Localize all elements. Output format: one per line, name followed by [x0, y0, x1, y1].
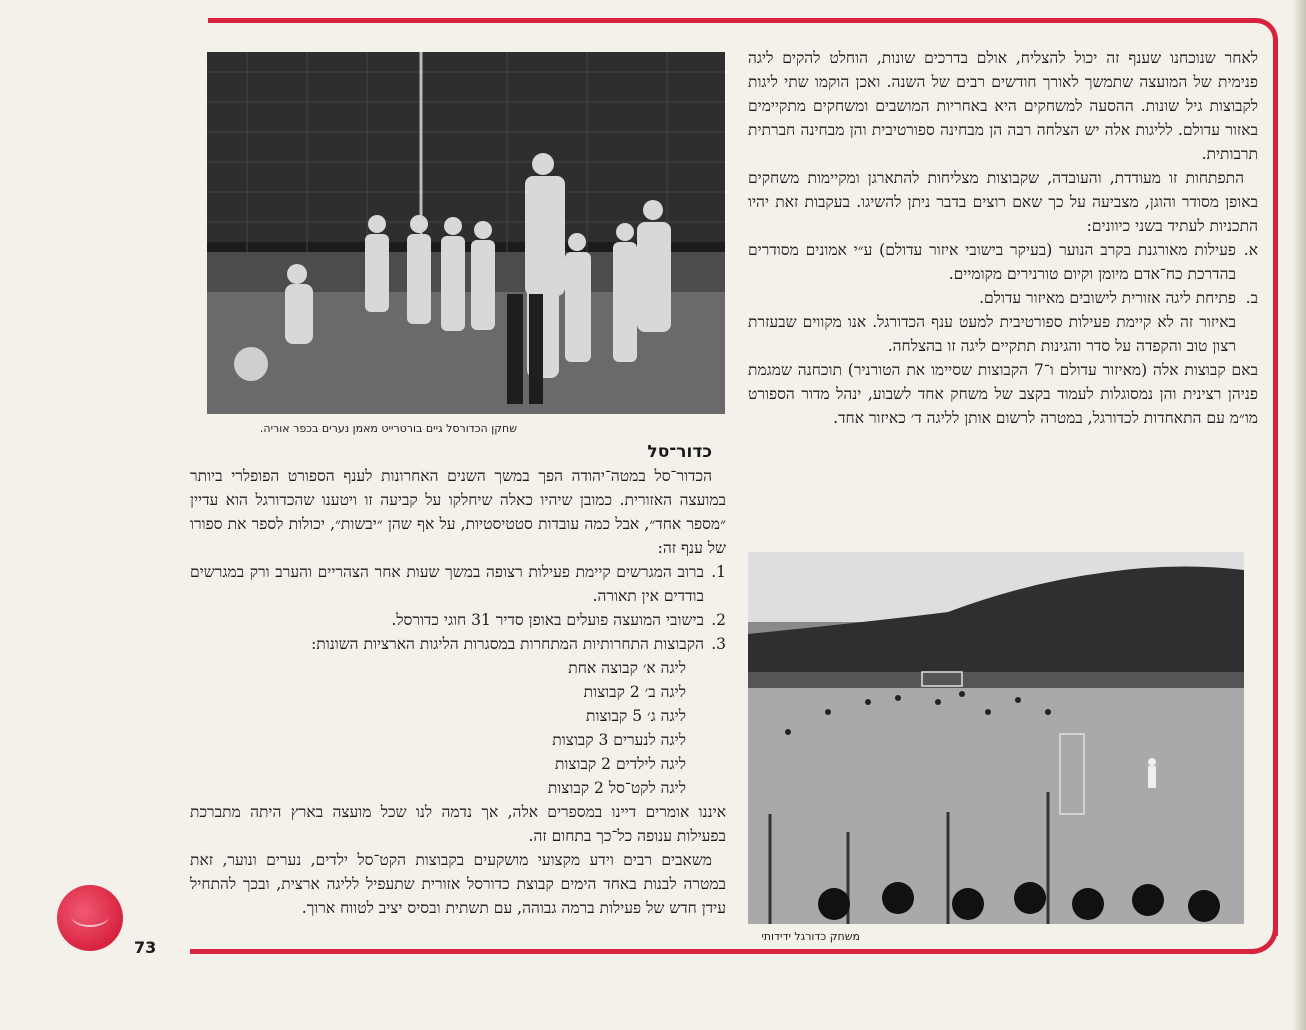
logo-swirl-icon: [71, 905, 109, 927]
league-item: ליגה ג׳ 5 קבוצות: [586, 707, 686, 725]
left-list-item-1: [190, 560, 726, 608]
list-marker: ב.: [1245, 289, 1258, 307]
league-item: ליגה ב׳ 2 קבוצות: [583, 683, 686, 701]
right-list-continuation: [748, 310, 1258, 358]
page-spine: [1292, 0, 1306, 1030]
frame-top-border: [208, 18, 1278, 40]
right-paragraph-2: התפתחות זו מעודדת, והעובדה, שקבוצות מצליחות להתארגן ומקיימות משחקים באופן מסודר והוגן, מצביעה על כך שאם רוצים בדבר ניתן להשיגו. בעקבות זאת יהיו התכניות לעתיד בשני כיוונים:: [748, 169, 1258, 235]
left-intro-paragraph: הכדור־סל במטה־יהודה הפך במשך השנים האחרונות לענף הספורט הפופלרי ביותר במועצה האזורית. כמובן שיהיו כאלה שיחלקו על קביעה זו ויטענו שהכדורגל הוא עדיין ״מספר אחד״, אבל כמה עובדות סטטיסטיות, על אף שהן ״יבשות״, יכולות לספר את ספורו של ענף זה:: [190, 467, 726, 557]
list-text: ברוב המגרשים קיימת פעילות רצופה במשך שעות אחר הצהריים והערב ורק במגרשים בודדים אין תאורה.: [190, 563, 704, 605]
football-photo-image: [748, 552, 1244, 924]
frame-bottom-border: [190, 920, 1278, 954]
list-text: פעילות מאורגנת בקרב הנוער (בעיקר בישובי איזור עדולם) ע״י אמונים מסודרים בהדרכת כח־אדם מיומן וקיום טורנירים מקומיים.: [748, 241, 1236, 283]
frame-right-border: [1273, 40, 1278, 936]
right-paragraph-1: לאחר שנוכחנו שענף זה יכול להצליח, אולם בדרכים שונות, הוחלט להקים ליגה פנימית של המועצה שתמשך לאורך חודשים רבים של השנה. ואכן הוקמו שתי ליגות לקבוצות גיל שונות. ההסעה למשחקים היא באחריות המושבים ומשחקים מתקיימים באזור עדולם. לליגות אלה יש הצלחה רבה הן מבחינה ספורטיבית והן מבחינה חברתית תרבותית.: [748, 49, 1258, 163]
right-list-item-a: [748, 238, 1258, 286]
football-photo: [748, 552, 1244, 924]
list-marker: 3.: [711, 635, 726, 653]
left-list-item-2: [190, 608, 726, 632]
left-list-item-3: [190, 632, 726, 656]
right-paragraph-final: באם קבוצות אלה (מאיזור עדולם ו־7 הקבוצות שסיימו את הטורניר) תוכחנה שמגמת פניהן רצינית והן נמסוגלות לעמוד בקצב של משחק אחד לשבוע, ינהל מדור הספורט מו״מ עם התאחדות לכדורגל, במטרה לרשום אותן לליגה ד׳ כאיזור אחד.: [748, 361, 1258, 427]
page-number: 73: [134, 938, 157, 957]
section-heading-basketball: כדור־סל: [647, 442, 712, 462]
league-item: ליגה א׳ קבוצה אחת: [568, 659, 686, 677]
football-photo-caption: משחק כדורגל ידידותי: [761, 930, 860, 943]
list-text: הקבוצות התחרותיות המתחרות במסגרות הליגות הארציות השונות:: [311, 635, 704, 653]
list-marker: 1.: [711, 563, 726, 581]
right-text-column: [748, 46, 1258, 430]
basketball-photo-caption: שחקן הכדורסל גיים בורטרייט מאמן נערים בכפר אוריה.: [259, 422, 517, 435]
left-text-column: [190, 440, 726, 920]
basketball-photo: [207, 52, 725, 414]
publisher-logo: [57, 885, 123, 951]
left-paragraph-2: משאבים רבים וידע מקצועי מושקעים בקבוצות הקט־סל ילדים, נערים ונוער, זאת במטרה לבנות באחד הימים קבוצת כדורסל אזורית שתעפיל לליגה ארצית, ובכך להתחיל עידן חדש של פעילות ברמה גבוהה, עם תשתית ובסיס יציב לטווח ארוך.: [190, 851, 726, 917]
list-text: בישובי המועצה פועלים באופן סדיר 31 חוגי כדורסל.: [391, 611, 704, 629]
list-marker: א.: [1243, 241, 1258, 259]
league-item: ליגה לקט־סל 2 קבוצות: [547, 779, 686, 797]
list-text: פתיחת ליגה אזורית לישובים מאיזור עדולם.: [979, 289, 1236, 307]
league-list: [190, 656, 726, 800]
list-marker: 2.: [711, 611, 726, 629]
league-item: ליגה לנערים 3 קבוצות: [552, 731, 686, 749]
right-list-item-b: [748, 286, 1258, 310]
list-continuation-text: באיזור זה לא קיימת פעילות ספורטיבית למעט ענף הכדורגל. אנו מקווים שבעזרת רצון טוב והקפדה על סדר והגינות תתקיים ליגה זו בהצלחה.: [748, 313, 1236, 355]
left-paragraph-1: איננו אומרים דיינו במספרים אלה, אך נדמה לנו שכל מועצה בארץ היתה מתברכת בפעילות ענופה כל־כך בתחום זה.: [190, 803, 726, 845]
basketball-photo-image: [207, 52, 725, 414]
league-item: ליגה לילדים 2 קבוצות: [554, 755, 686, 773]
